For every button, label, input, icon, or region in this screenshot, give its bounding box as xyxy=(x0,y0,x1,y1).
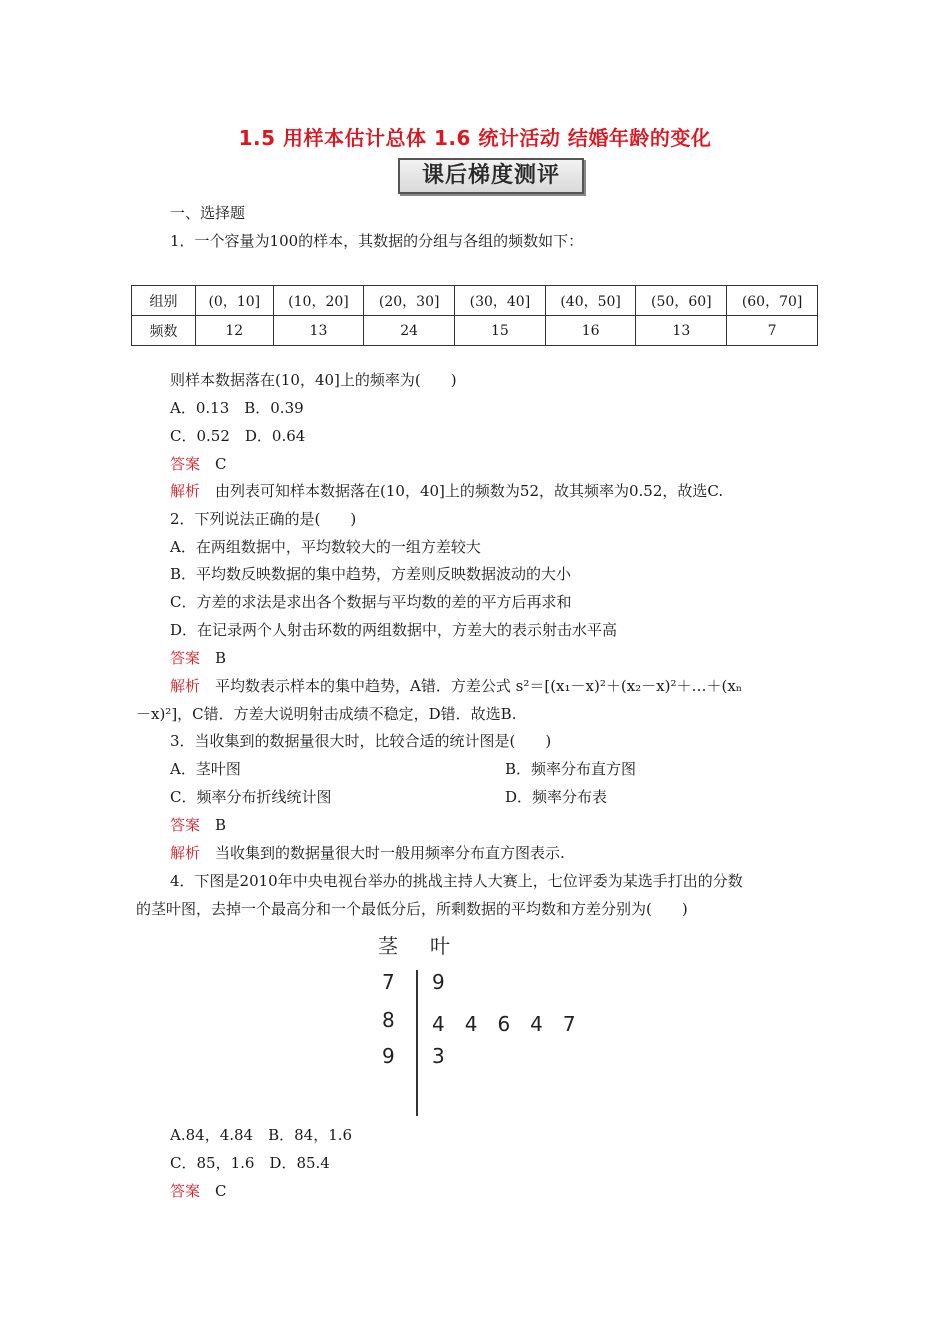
q1-answer xyxy=(170,454,227,474)
q2-answer xyxy=(170,648,226,668)
q2-stem: 2．下列说法正确的是( ) xyxy=(170,510,357,528)
table-cell: (10，20] xyxy=(273,286,364,316)
table-cell: (40，50] xyxy=(545,286,636,316)
q3-stem: 3．当收集到的数据量很大时，比较合适的统计图是( ) xyxy=(170,732,552,750)
q4-stem-cont: 的茎叶图，去掉一个最高分和一个最低分后，所剩数据的平均数和方差分别为( ) xyxy=(136,900,688,918)
table-cell: 频数 xyxy=(132,316,196,346)
q2-option-b: B．平均数反映数据的集中趋势，方差则反映数据波动的大小 xyxy=(170,565,572,583)
stem-divider xyxy=(416,970,418,1116)
stem-value: 7 xyxy=(382,970,395,994)
q4-answer xyxy=(170,1181,227,1201)
q3-option-a: A．茎叶图 xyxy=(170,760,241,778)
q2-analysis-cont: －x)²]，C错．方差大说明射击成绩不稳定，D错．故选B. xyxy=(136,705,517,723)
table-cell: 组别 xyxy=(132,286,196,316)
leaf-header: 叶 xyxy=(430,934,450,958)
analysis-text: 平均数表示样本的集中趋势，A错．方差公式 s²＝[(x₁－x)²＋(x₂－x)²＋…＋(xₙ xyxy=(215,677,743,695)
table-cell: 12 xyxy=(196,316,274,346)
table-cell: (60，70] xyxy=(727,286,818,316)
q1-stem: 1．一个容量为100的样本，其数据的分组与各组的频数如下： xyxy=(170,232,584,250)
q4-options-ab: A.84，4.84 B．84，1.6 xyxy=(170,1126,353,1144)
table-cell: 15 xyxy=(455,316,546,346)
stem-leaf-plot xyxy=(370,926,630,1116)
table-cell: 16 xyxy=(545,316,636,346)
analysis-label: 解析 xyxy=(170,677,201,695)
leaf-values: 4 4 6 4 7 xyxy=(432,1012,576,1036)
table-row xyxy=(132,316,818,346)
section-heading: 一、选择题 xyxy=(170,204,246,222)
table-cell: (0，10] xyxy=(196,286,274,316)
q3-option-d: D．频率分布表 xyxy=(505,788,608,806)
leaf-values: 3 xyxy=(432,1044,445,1068)
analysis-label: 解析 xyxy=(170,482,201,500)
q1-options-cd: C．0.52 D．0.64 xyxy=(170,427,306,445)
answer-value: C xyxy=(215,1182,227,1200)
q4-stem: 4．下图是2010年中央电视台举办的挑战主持人大赛上，七位评委为某选手打出的分数 xyxy=(170,872,743,890)
table-cell: 7 xyxy=(727,316,818,346)
q2-option-a: A．在两组数据中，平均数较大的一组方差较大 xyxy=(170,538,481,556)
q1-question: 则样本数据落在(10，40]上的频率为( ) xyxy=(170,371,457,389)
stem-value: 8 xyxy=(382,1008,395,1032)
q4-options-cd: C．85，1.6 D．85.4 xyxy=(170,1154,330,1172)
frequency-table xyxy=(131,285,818,346)
section-banner: 课后梯度测评 xyxy=(398,158,584,194)
answer-value: B xyxy=(215,816,227,834)
stem-value: 9 xyxy=(382,1044,395,1068)
analysis-text: 由列表可知样本数据落在(10，40]上的频数为52，故其频率为0.52，故选C. xyxy=(215,482,724,500)
answer-value: C xyxy=(215,455,227,473)
analysis-label: 解析 xyxy=(170,844,201,862)
table-cell: (30，40] xyxy=(455,286,546,316)
answer-label: 答案 xyxy=(170,816,201,834)
q2-option-c: C．方差的求法是求出各个数据与平均数的差的平方后再求和 xyxy=(170,593,572,611)
page-title: 1.5 用样本估计总体 1.6 统计活动 结婚年龄的变化 xyxy=(238,126,712,150)
table-cell: (20，30] xyxy=(364,286,455,316)
stem-header: 茎 xyxy=(378,934,398,958)
q3-analysis xyxy=(170,843,565,863)
answer-label: 答案 xyxy=(170,455,201,473)
answer-value: B xyxy=(215,649,227,667)
q3-option-c: C．频率分布折线统计图 xyxy=(170,788,332,806)
table-cell: 13 xyxy=(636,316,727,346)
q3-answer xyxy=(170,815,226,835)
table-row xyxy=(132,286,818,316)
q3-option-b: B．频率分布直方图 xyxy=(505,760,637,778)
q1-analysis xyxy=(170,481,723,501)
analysis-text: 当收集到的数据量很大时一般用频率分布直方图表示. xyxy=(215,844,565,862)
table-cell: 24 xyxy=(364,316,455,346)
table-cell: (50，60] xyxy=(636,286,727,316)
q1-options-ab: A．0.13 B．0.39 xyxy=(170,399,304,417)
table-cell: 13 xyxy=(273,316,364,346)
answer-label: 答案 xyxy=(170,1182,201,1200)
answer-label: 答案 xyxy=(170,649,201,667)
q2-option-d: D．在记录两个人射击环数的两组数据中，方差大的表示射击水平高 xyxy=(170,621,618,639)
q2-analysis xyxy=(170,676,742,696)
leaf-values: 9 xyxy=(432,970,445,994)
